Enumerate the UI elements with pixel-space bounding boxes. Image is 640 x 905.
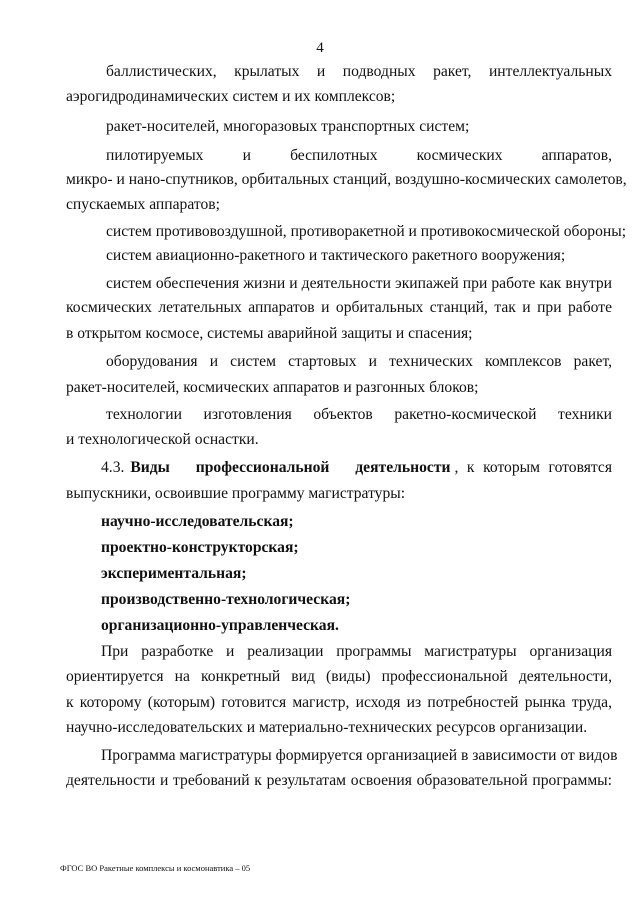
text-line: ориентируется на конкретный вид (виды) профессиональной деятельности, <box>66 668 612 685</box>
text-line: ракет-носителей, многоразовых транспортных систем; <box>106 118 470 135</box>
page-number: 4 <box>316 40 324 56</box>
activity-item: экспериментальная; <box>101 565 247 582</box>
activity-item: организационно-управленческая. <box>101 617 339 634</box>
text-line: систем обеспечения жизни и деятельности экипажей при работе как внутри <box>106 275 612 292</box>
text-line: оборудования и систем стартовых и технических комплексов ракет, <box>106 353 612 370</box>
activity-item: проектно-конструкторская; <box>101 539 299 556</box>
text-line: систем авиационно-ракетного и тактического ракетного вооружения; <box>106 247 566 264</box>
text-line: микро- и нано-спутников, орбитальных станций, воздушно-космических самолетов, <box>66 171 627 188</box>
text-line: аэрогидродинамических систем и их комплексов; <box>66 88 396 105</box>
activity-item: научно-исследовательская; <box>101 513 294 530</box>
text-line: и технологической оснастки. <box>66 431 259 448</box>
text-line: в открытом космосе, системы аварийной защиты и спасения; <box>66 325 473 342</box>
text-line: деятельности и требований к результатам освоения образовательной программы: <box>66 772 612 789</box>
text-line: научно-исследовательских и материально-технических ресурсов организации. <box>66 719 588 736</box>
section-number: 4.3. <box>101 459 125 476</box>
activity-item: производственно-технологическая; <box>101 591 351 608</box>
text-line: При разработке и реализации программы магистратуры организация <box>101 643 612 660</box>
text-line: баллистических, крылатых и подводных ракет, интеллектуальных <box>106 63 612 80</box>
text-line: спускаемых аппаратов; <box>66 196 220 213</box>
text-line: пилотируемых и беспилотных космических аппаратов, <box>106 147 612 164</box>
text-line: к которому (которым) готовится магистр, исходя из потребностей рынка труда, <box>66 694 612 711</box>
section-title-bold: Виды профессиональной деятельности <box>130 459 451 476</box>
text-line: выпускники, освоившие программу магистратуры: <box>66 485 406 502</box>
text-line: систем противовоздушной, противоракетной и противокосмической обороны; <box>106 223 627 240</box>
section-heading-line <box>101 458 612 477</box>
section-title-rest: , к которым готовятся <box>454 459 612 476</box>
text-line: космических летательных аппаратов и орбитальных станций, так и при работе <box>66 299 612 316</box>
text-line: ракет-носителей, космических аппаратов и разгонных блоков; <box>66 379 479 396</box>
page-footer: ФГОС ВО Ракетные комплексы и космонавтика – 05 <box>60 863 251 873</box>
text-line: Программа магистратуры формируется организацией в зависимости от видов <box>101 747 618 764</box>
text-line: технологии изготовления объектов ракетно-космической техники <box>106 406 612 423</box>
